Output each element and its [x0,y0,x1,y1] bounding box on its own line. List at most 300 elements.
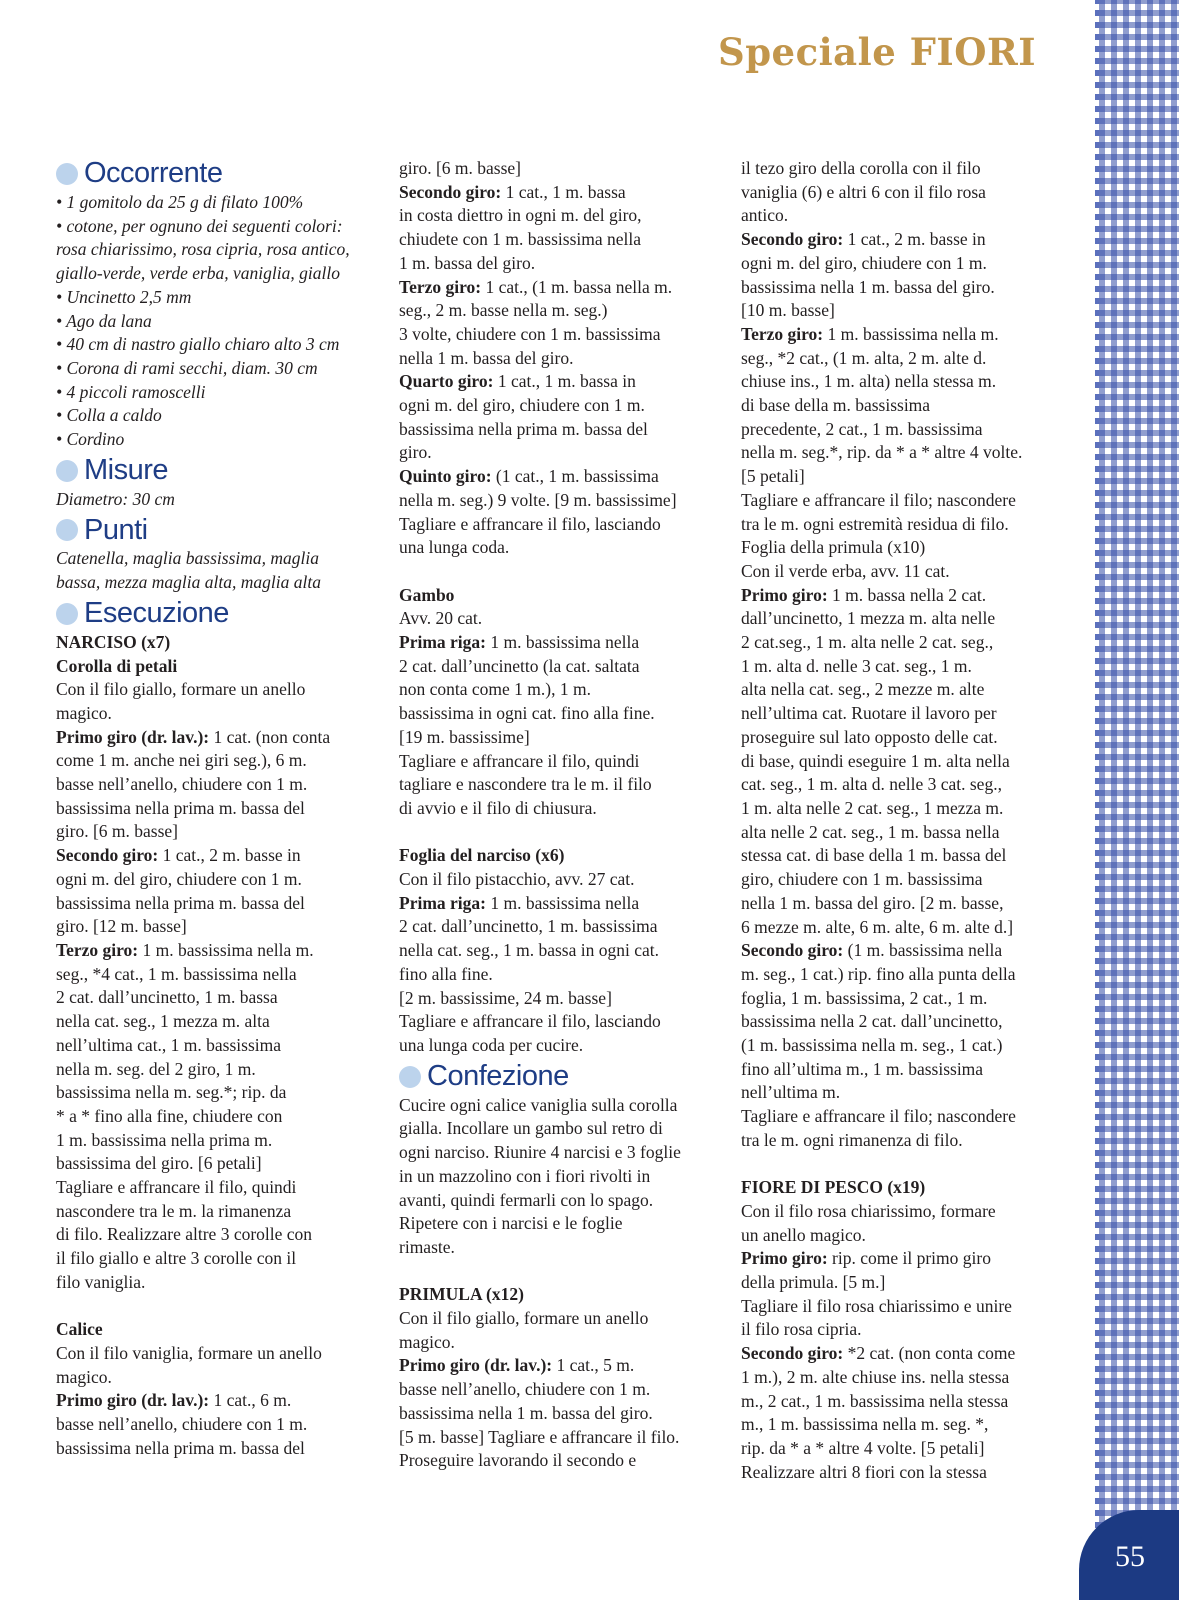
line-text: magico. [56,1366,112,1387]
text-line [741,1129,1071,1153]
text-line [56,773,376,797]
line-text: filo vaniglia. [56,1271,146,1292]
bold-label: Prima riga: [399,892,486,913]
text-line [399,1034,719,1058]
section-title: Esecuzione [84,596,229,629]
paragraph-gap [741,1153,1071,1177]
line-text: chiudete con 1 m. bassissima nella [399,229,642,250]
text-line [741,276,1071,300]
line-text: 1 cat., (1 m. bassa nella m. [481,276,673,297]
text-line [741,1224,1071,1248]
line-text: 1 cat., 2 m. basse in [843,229,986,250]
section-title: Punti [84,513,148,546]
line-text: ogni m. del giro, chiudere con 1 m. [741,252,987,273]
text-line [741,726,1071,750]
text-line [399,1402,719,1426]
line-text: 1 cat., 1 m. bassa in [493,371,636,392]
text-line [741,844,1071,868]
text-line [56,1129,376,1153]
line-text: di filo. Realizzare altre 3 corolle con [56,1224,313,1245]
text-line [741,821,1071,845]
text-line [741,1342,1071,1366]
line-text: una lunga coda. [399,537,510,558]
line-text: chiuse ins., 1 m. alta) nella stessa m. [741,371,997,392]
line-text: ogni m. del giro, chiudere con 1 m. [56,868,302,889]
line-text: fino alla fine. [399,963,493,984]
text-line [399,1331,719,1355]
text-line [741,1105,1071,1129]
text-line [741,1010,1071,1034]
bold-label: Primo giro (dr. lav.): [56,1390,210,1411]
text-line [399,773,719,797]
text-line [399,1165,719,1189]
line-text: non conta come 1 m.), 1 m. [399,679,591,700]
line-text: cat. seg., 1 m. alta d. nelle 3 cat. seg., [741,774,1002,795]
text-line [741,1176,1071,1200]
text-line [741,370,1071,394]
line-text: seg., *4 cat., 1 m. bassissima nella [56,963,297,984]
line-text: precedente, 2 cat., 1 m. bassissima [741,418,983,439]
text-line [399,299,719,323]
text-line [741,465,1071,489]
bold-label: Primo giro (dr. lav.): [399,1355,553,1376]
line-text: Ripetere con i narcisi e le foglie [399,1213,623,1234]
text-line [56,1152,376,1176]
text-line [741,394,1071,418]
text-line [399,1117,719,1141]
line-text: seg., *2 cat., (1 m. alta, 2 m. alte d. [741,347,987,368]
text-line [741,1271,1071,1295]
line-text: stessa cat. di base della 1 m. bassa del [741,845,1007,866]
text-line [56,1058,376,1082]
section-bullet-icon [56,603,78,625]
section-occorrente [56,157,376,191]
text-line: • Ago da lana [56,310,152,331]
text-line [399,844,719,868]
line-text: magico. [56,702,112,723]
text-line [56,939,376,963]
line-text: di base, quindi eseguire 1 m. alta nella [741,750,1010,771]
line-text: [5 m. basse] Tagliare e affrancare il filo. [399,1426,680,1447]
text-line [399,1307,719,1331]
section-confezione [399,1060,719,1094]
bold-label: Secondo giro: [741,1343,844,1364]
text-line: • 40 cm di nastro giallo chiaro alto 3 cm [56,334,340,355]
line-text: seg., 2 m. basse nella m. seg.) [399,300,608,321]
section-bullet-icon [56,163,78,185]
line-text: bassissima nella 1 m. bassa del giro. [741,276,995,297]
line-text: nella m. seg.*, rip. da * a * altre 4 volte. [741,442,1023,463]
text-line [56,797,376,821]
line-text: magico. [399,1331,455,1352]
text-line [56,1034,376,1058]
line-text: nella m. seg.) 9 volte. [9 m. bassissime] [399,489,677,510]
text-line: • 4 piccoli ramoscelli [56,381,206,402]
line-text: nell’ultima cat. Ruotare il lavoro per [741,703,997,724]
bold-label: Secondo giro: [56,845,159,866]
line-text: nella m. seg. del 2 giro, 1 m. [56,1058,256,1079]
line-text: basse nell’anello, chiudere con 1 m. [56,1414,308,1435]
text-line [56,655,376,679]
section-title: Confezione [427,1059,569,1092]
line-text: Tagliare e affrancare il filo; nascondere [741,1106,1016,1127]
text-line [741,1318,1071,1342]
line-text: Con il filo pistacchio, avv. 27 cat. [399,869,635,890]
line-text: ogni m. del giro, chiudere con 1 m. [399,395,645,416]
text-line [56,1105,376,1129]
text-line [741,1034,1071,1058]
line-text: in un mazzolino con i fiori rivolti in [399,1165,651,1186]
paragraph-gap [56,1295,376,1319]
line-text: gialla. Incollare un gambo sul retro di [399,1118,663,1139]
line-text: 1 m. bassissima nella m. [823,323,999,344]
text-line [399,228,719,252]
text-line: • Corona di rami secchi, diam. 30 cm [56,357,318,378]
text-line [56,1176,376,1200]
text-line [741,678,1071,702]
line-text: tra le m. ogni estremità residua di filo. [741,513,1009,534]
text-line [741,181,1071,205]
line-text: tagliare e nascondere tra le m. il filo [399,774,652,795]
line-text: 1 m. alta nelle 2 cat. seg., 1 mezza m. [741,797,1004,818]
line-text: 6 mezze m. alte, 6 m. alte, 6 m. alte d.] [741,916,1014,937]
column-1 [56,157,376,1460]
line-text: bassissima nella prima m. bassa del [56,797,305,818]
text-line [741,1247,1071,1271]
line-text: Con il filo vaniglia, formare un anello [56,1342,322,1363]
text-line [399,1426,719,1450]
line-text: basse nell’anello, chiudere con 1 m. [56,774,308,795]
bold-label: Prima riga: [399,632,486,653]
text-line [399,489,719,513]
line-text: Foglia della primula (x10) [741,537,926,558]
bold-label: Terzo giro: [56,939,139,960]
bold-label: Corolla di petali [56,655,178,676]
line-text: 2 cat.seg., 1 m. alta nelle 2 cat. seg., [741,632,994,653]
text-line [741,1461,1071,1485]
bold-label: Primo giro: [741,584,828,605]
text-line [741,607,1071,631]
text-line [399,1094,719,1118]
text-line [741,489,1071,513]
text-line: • Cordino [56,429,125,450]
text-line [741,655,1071,679]
line-text: Con il filo giallo, formare un anello [399,1308,649,1328]
line-text: vaniglia (6) e altri 6 con il filo rosa [741,181,986,202]
text-line: • Uncinetto 2,5 mm [56,286,192,307]
text-line [399,963,719,987]
line-text: giro. [12 m. basse] [56,916,187,937]
line-text: 2 cat. dall’uncinetto (la cat. saltata [399,655,640,676]
page-number: 55 [1115,1540,1145,1573]
text-line [741,916,1071,940]
line-text: 1 m. alta d. nelle 3 cat. seg., 1 m. [741,655,972,676]
text-line [399,157,719,181]
text-line [741,1390,1071,1414]
line-text: (1 m. bassissima nella m. seg., 1 cat.) [741,1035,1003,1056]
line-text: Realizzare altri 8 fiori con la stessa [741,1461,987,1482]
line-text: *2 cat. (non conta come [843,1343,1016,1364]
text-line [399,370,719,394]
text-line [399,797,719,821]
line-text: 1 m. bassissima nella [485,632,640,653]
section-bullet-icon [399,1066,421,1088]
text-line [56,702,376,726]
line-text: Tagliare e affrancare il filo; nascondere [741,489,1016,510]
line-text: 1 m. bassissima nella prima m. [56,1129,273,1150]
line-text: 1 m. bassissima nella m. [138,939,314,960]
text-line [741,1413,1071,1437]
line-text: bassissima in ogni cat. fino alla fine. [399,703,655,724]
text-line: • 1 gomitolo da 25 g di filato 100% [56,192,304,212]
section-title: Misure [84,453,169,486]
bold-label: Quarto giro: [399,371,494,392]
line-text: basse nell’anello, chiudere con 1 m. [399,1379,651,1400]
text-line [56,1366,376,1390]
line-text: Avv. 20 cat. [399,608,483,629]
line-text: il filo giallo e altre 3 corolle con il [56,1248,297,1269]
instructions-text [399,1094,719,1473]
paragraph-gap [399,821,719,845]
text-line [741,963,1071,987]
text-line [399,276,719,300]
text-line [741,252,1071,276]
column-2 [399,157,719,1473]
line-text: proseguire sul lato opposto delle cat. [741,726,998,747]
text-line [741,513,1071,537]
line-text: bassissima nella prima m. bassa del [56,1437,305,1458]
line-text: nella cat. seg., 1 mezza m. alta [56,1011,270,1032]
line-text: giro. [6 m. basse] [56,821,178,842]
line-text: il filo rosa cipria. [741,1319,862,1340]
line-text: alta nella cat. seg., 2 mezze m. alte [741,679,985,700]
text-line [399,1449,719,1473]
text-line [741,773,1071,797]
text-line [399,323,719,347]
section-title: Occorrente [84,157,223,190]
text-line [56,1200,376,1224]
text-line [399,892,719,916]
bold-label: Secondo giro: [399,181,502,202]
text-line [56,1318,376,1342]
text-line: • Colla a caldo [56,405,162,426]
text-line [56,1389,376,1413]
text-line [56,749,376,773]
text-line [399,1189,719,1213]
line-text: 2 cat. dall’uncinetto, 1 m. bassissima [399,916,658,937]
bold-label: Secondo giro: [741,229,844,250]
text-line [741,441,1071,465]
bold-label: Gambo [399,584,455,605]
line-text: rimaste. [399,1236,455,1257]
line-text: 1 cat., 6 m. [209,1390,292,1411]
line-text: nell’ultima cat., 1 m. bassissima [56,1034,282,1055]
text-line [56,1010,376,1034]
line-text: di avvio e il filo di chiusura. [399,797,597,818]
text-line [741,1437,1071,1461]
line-text: bassissima nella prima m. bassa del [56,892,305,913]
line-text: avanti, quindi fermarli con lo spago. [399,1189,654,1210]
text-line [741,1200,1071,1224]
section-bullet-icon [56,460,78,482]
text-line: bassa, mezza maglia alta, maglia alta [56,572,321,593]
text-line [741,204,1071,228]
instructions-text [399,157,719,1058]
text-line [741,750,1071,774]
line-text: Con il verde erba, avv. 11 cat. [741,560,950,581]
text-line [741,797,1071,821]
bold-label: PRIMULA (x12) [399,1284,524,1305]
text-line [741,702,1071,726]
line-text: giro, chiudere con 1 m. bassissima [741,869,983,890]
line-text: rip. come il primo giro [827,1248,991,1269]
bold-label: Primo giro: [741,1248,828,1269]
text-line [741,536,1071,560]
bold-label: FIORE DI PESCO (x19) [741,1177,926,1198]
bold-label: Primo giro (dr. lav.): [56,726,210,747]
line-text: nell’ultima m. [741,1082,841,1103]
bold-label: NARCISO (x7) [56,631,171,652]
text-line: rosa chiarissimo, rosa cipria, rosa antico, [56,239,350,260]
text-line [741,939,1071,963]
line-text: alta nelle 2 cat. seg., 1 m. bassa nella [741,821,1000,842]
line-text: come 1 m. anche nei giri seg.), 6 m. [56,750,307,771]
text-line [741,299,1071,323]
line-text: Tagliare e affrancare il filo, quindi [56,1177,297,1198]
bold-label: Terzo giro: [399,276,482,297]
line-text: di base della m. bassissima [741,395,931,416]
line-text: * a * fino alla fine, chiudere con [56,1105,283,1126]
line-text: (1 m. bassissima nella [843,940,1003,961]
section-punti [56,513,376,547]
text-line [56,844,376,868]
text-line [741,323,1071,347]
text-line [56,1081,376,1105]
text-line [399,939,719,963]
text-line [741,987,1071,1011]
text-line [741,560,1071,584]
text-line: • cotone, per ognuno dei seguenti colori: [56,215,343,236]
text-line [399,204,719,228]
text-line [56,986,376,1010]
gingham-border [1099,0,1179,1600]
line-text: (1 cat., 1 m. bassissima [491,466,659,487]
line-text: una lunga coda per cucire. [399,1034,584,1055]
text-line [399,1010,719,1034]
line-text: Cucire ogni calice vaniglia sulla corolla [399,1094,678,1115]
text-line [399,465,719,489]
bold-label: Quinto giro: [399,466,492,487]
text-line [741,584,1071,608]
line-text: 1 cat. (non conta [209,726,331,747]
section-misure [56,454,376,488]
line-text: bassissima del giro. [6 petali] [56,1153,262,1174]
column-3 [741,157,1071,1484]
line-text: bassissima nella prima m. bassa del [399,418,648,439]
line-text: 1 cat., 2 m. basse in [158,845,301,866]
section-bullet-icon [56,519,78,541]
line-text: foglia, 1 m. bassissima, 2 cat., 1 m. [741,987,988,1008]
text-line [741,418,1071,442]
text-line [741,1295,1071,1319]
line-text: [2 m. bassissime, 24 m. basse] [399,987,612,1008]
text-line [56,820,376,844]
line-text: [10 m. basse] [741,300,835,321]
line-text: bassissima nella 1 m. bassa del giro. [399,1402,653,1423]
text-line [399,607,719,631]
bold-label: Foglia del narciso (x6) [399,845,565,866]
line-text: ogni narciso. Riunire 4 narcisi e 3 foglie [399,1142,681,1163]
text-line [399,868,719,892]
line-text: Proseguire lavorando il secondo e [399,1450,637,1471]
text-line [399,347,719,371]
text-line [56,915,376,939]
line-text: [19 m. bassissime] [399,726,530,747]
text-line [399,181,719,205]
text-line [399,915,719,939]
line-text: 1 m. bassa del giro. [399,252,536,273]
text-line [399,1212,719,1236]
line-text: Tagliare e affrancare il filo, quindi [399,750,640,771]
line-text: m. seg., 1 cat.) rip. fino alla punta della [741,963,1016,984]
paragraph-gap [399,560,719,584]
line-text: nella cat. seg., 1 m. bassa in ogni cat. [399,940,659,961]
text-line [741,868,1071,892]
text-line [399,750,719,774]
page-header-title: Speciale FIORI [717,30,1036,74]
text-line [56,1247,376,1271]
bold-label: Secondo giro: [741,940,844,961]
text-line [399,584,719,608]
text-line [741,1058,1071,1082]
line-text: Con il filo rosa chiarissimo, formare [741,1200,996,1221]
text-line [399,1354,719,1378]
text-line [741,228,1071,252]
text-line [399,678,719,702]
section-esecuzione [56,597,376,631]
text-line [56,868,376,892]
stitches-list [56,547,376,594]
text-line [399,1141,719,1165]
text-line [56,963,376,987]
line-text: in costa diettro in ogni m. del giro, [399,205,642,226]
line-text: nella 1 m. bassa del giro. [2 m. basse, [741,892,1004,913]
instructions-text [56,631,376,1461]
text-line [399,987,719,1011]
line-text: [5 petali] [741,466,805,487]
line-text: 1 m.), 2 m. alte chiuse ins. nella stessa [741,1366,1010,1387]
text-line [399,1378,719,1402]
line-text: rip. da * a * altre 4 volte. [5 petali] [741,1437,985,1458]
line-text: Tagliare e affrancare il filo, lasciando [399,1011,661,1032]
text-line [56,631,376,655]
text-line [56,892,376,916]
bold-label: Terzo giro: [741,323,824,344]
text-line [399,1283,719,1307]
text-line [741,157,1071,181]
line-text: giro. [399,442,432,463]
line-text: 1 m. bassa nella 2 cat. [827,584,987,605]
line-text: bassissima nella 2 cat. dall’uncinetto, [741,1011,1003,1032]
line-text: Con il filo giallo, formare un anello [56,679,306,700]
text-line [399,726,719,750]
line-text: nascondere tra le m. la rimanenza [56,1200,292,1221]
text-line [399,536,719,560]
line-text: il tezo giro della corolla con il filo [741,158,981,178]
instructions-text [741,157,1071,1484]
text-line [399,252,719,276]
text-line [56,1223,376,1247]
